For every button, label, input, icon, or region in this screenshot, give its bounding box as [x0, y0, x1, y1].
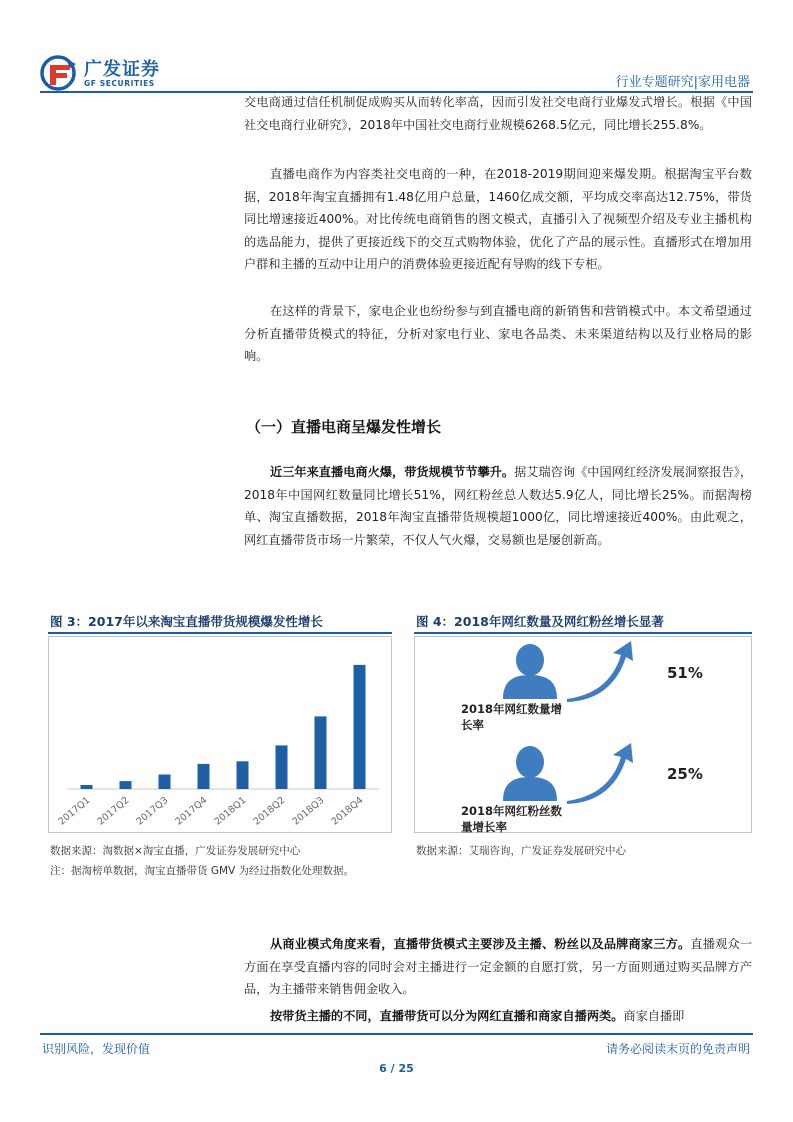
logo-mark-icon: [40, 55, 78, 91]
figure4-infographic-box: [414, 636, 752, 833]
paragraph-background: 在这样的背景下，家电企业也纷纷参与到直播电商的新销售和营销模式中。本文希望通过分析直播带货模式的特征，分析对家电行业、家电各品类、未来渠道结构以及行业格局的影响。: [244, 304, 752, 363]
paragraph-live-commerce: 直播电商作为内容类社交电商的一种，在2018-2019期间迎来爆发期。根据淘宝平台数据，2018年淘宝直播拥有1.48亿用户总量，1460亿成交额，平均成交率高达12.75%，带货同比增速接近400%。对比传统电商销售的图文模式，直播引入了视频型介绍及专业主播机构的选品能力，提供了更接近线下的交互式购物体验，优化了产品的展示性。直播形式在增加用户群和主播的互动中让用户的消费体验更接近配有导购的线下专柜。: [244, 167, 752, 271]
page-header: [0, 0, 793, 95]
x-tick-label: 2017Q3: [134, 794, 171, 828]
paragraph-business-model-lead: 从商业模式角度来看，直播带货模式主要涉及主播、粉丝以及品牌商家三方。: [270, 937, 691, 951]
figure3-title: 图 3：2017年以来淘宝直播带货规模爆发性增长: [50, 614, 323, 629]
bar-2017Q4: [198, 764, 210, 789]
paragraph-business-model: [244, 933, 752, 1001]
bar-2018Q3: [315, 716, 327, 789]
paragraph-streamer-types-lead: 按带货主播的不同，直播带货可以分为网红直播和商家自播两类。: [270, 1009, 624, 1023]
bar-2017Q3: [159, 775, 171, 790]
growth-rate-label-line2: 量增长率: [461, 820, 507, 834]
footer-slogan: 识别风险，发现价值: [42, 1042, 151, 1056]
growth-arrow-icon: [565, 639, 635, 703]
company-logo[interactable]: [40, 55, 180, 91]
growth-rate-value: 51%: [667, 664, 703, 682]
growth-rate-value: 25%: [667, 765, 703, 783]
figure3-bar-chart: [49, 637, 391, 832]
growth-arrow-icon: [565, 741, 635, 805]
x-tick-label: 2017Q2: [95, 794, 132, 828]
figure3-chart-box: [48, 636, 392, 833]
person-icon: [499, 643, 561, 699]
x-tick-label: 2018Q1: [212, 794, 249, 828]
footer-divider: [40, 1033, 753, 1035]
paragraph-growth: [244, 461, 752, 551]
paragraph-streamer-types-body: 商家自播即: [623, 1009, 685, 1023]
paragraph-growth-body: 据艾瑞咨询《中国网红经济发展洞察报告》，2018年中国网红数量同比增长51%，网红粉丝总人数达5.9亿人，同比增长25%。而据淘榜单、淘宝直播数据，2018年淘宝直播带货规模超1000亿，同比增速接近400%。由此观之，网红直播带货市场一片繁荣，不仅人气火爆，交易额也是屡创新高。: [244, 465, 753, 547]
figure4-source: 数据来源：艾瑞咨询，广发证券发展研究中心: [416, 845, 626, 857]
bar-2017Q1: [81, 785, 93, 789]
paragraph-business-model-body: 直播观众一方面在享受直播内容的同时会对主播进行一定金额的自愿打赏，另一方面则通过购买品牌方产品，为主播带来销售佣金收入。: [244, 937, 753, 996]
bar-2018Q2: [276, 745, 288, 789]
x-tick-label: 2018Q3: [290, 794, 327, 828]
bar-2017Q2: [120, 781, 132, 789]
report-category: 行业专题研究|家用电器: [615, 75, 750, 90]
logo-chinese-name: 广发证券: [84, 59, 160, 80]
figure4-title: 图 4：2018年网红数量及网红粉丝增长显著: [416, 614, 664, 629]
figure3-rule: [48, 632, 392, 634]
paragraph-growth-lead: 近三年来直播电商火爆，带货规模节节攀升。: [270, 465, 515, 479]
section-title: （一）直播电商呈爆发性增长: [246, 418, 442, 436]
page-number: 6 / 25: [379, 1062, 414, 1075]
growth-rate-label-line1: 2018年网红粉丝数: [461, 804, 563, 818]
paragraph-social-commerce: 交电商通过信任机制促成购买从而转化率高，因而引发社交电商行业爆发式增长。根据《中国社交电商行业研究》，2018年中国社交电商行业规模6268.5亿元，同比增长255.8%。: [244, 95, 752, 132]
x-tick-label: 2018Q4: [329, 794, 366, 828]
growth-rate-label-line1: 2018年网红数量增: [461, 702, 563, 716]
paragraph-streamer-types: [244, 1005, 752, 1027]
footer-disclaimer-link[interactable]: 请务必阅读末页的免责声明: [605, 1042, 750, 1056]
person-icon: [499, 745, 561, 801]
figure3-source: 数据来源：淘数据×淘宝直播，广发证券发展研究中心: [50, 845, 301, 857]
figure3-note: 注：据淘榜单数据，淘宝直播带货 GMV 为经过指数化处理数据。: [50, 865, 355, 877]
bar-2018Q1: [237, 761, 249, 789]
bar-2018Q4: [354, 665, 366, 789]
x-tick-label: 2017Q1: [56, 794, 93, 828]
x-tick-label: 2018Q2: [251, 794, 288, 828]
logo-english-name: GF SECURITIES: [84, 79, 155, 88]
growth-rate-label-line2: 长率: [461, 718, 484, 732]
x-tick-label: 2017Q4: [173, 794, 210, 828]
figure4-rule: [414, 632, 752, 634]
